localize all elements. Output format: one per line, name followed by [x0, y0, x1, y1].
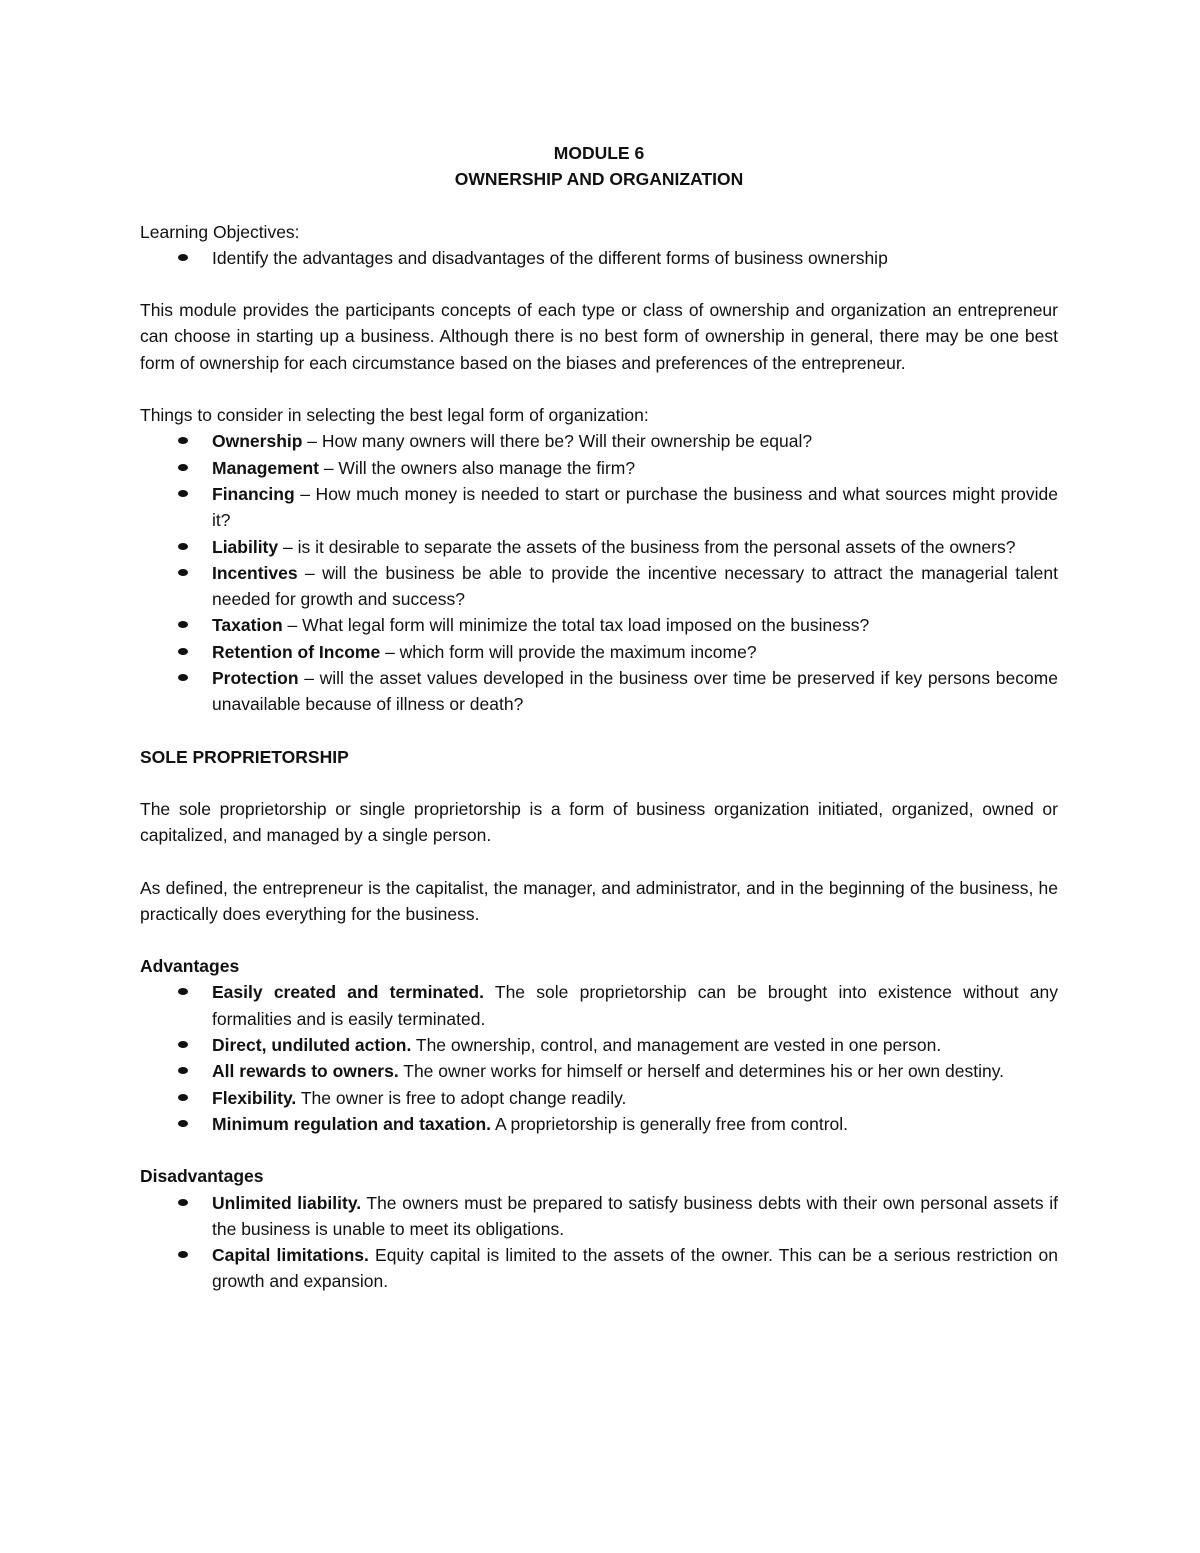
bullet-icon — [178, 1041, 188, 1048]
item-text: The owner works for himself or herself and determines his or her own destiny. — [398, 1061, 1005, 1082]
bullet-icon — [178, 621, 188, 628]
considerations-label: Things to consider in selecting the best legal form of organization: — [140, 405, 649, 426]
list-item — [140, 1111, 1058, 1137]
list-item — [140, 560, 1058, 613]
list-item — [140, 428, 1058, 454]
bullet-icon — [178, 648, 188, 655]
bullet-icon — [178, 1199, 188, 1206]
list-item — [140, 665, 1058, 718]
item-term: Retention of Income — [212, 641, 381, 662]
bullet-icon — [178, 490, 188, 497]
disadvantages-heading: Disadvantages — [140, 1166, 264, 1187]
item-text: – How many owners will there be? Will their ownership be equal? — [302, 431, 813, 452]
list-item — [140, 639, 1058, 665]
advantages-heading: Advantages — [140, 956, 240, 977]
module-title: MODULE 6 — [553, 143, 645, 163]
list-item — [140, 979, 1058, 1032]
bullet-icon — [178, 254, 188, 261]
item-term: Protection — [212, 668, 299, 689]
bullet-icon — [178, 1094, 188, 1101]
title-block — [140, 140, 1058, 193]
item-term: Easily created and terminated. — [212, 982, 484, 1003]
list-item — [140, 612, 1058, 638]
item-term: Unlimited liability. — [212, 1192, 362, 1213]
item-term: Management — [212, 457, 319, 478]
bullet-icon — [178, 988, 188, 995]
item-text: – Will the owners also manage the firm? — [318, 457, 636, 478]
item-term: Capital limitations. — [212, 1245, 369, 1266]
bullet-icon — [178, 1251, 188, 1258]
sole-proprietorship-definition: The sole proprietorship or single proprietorship is a form of business organization initiated, organized, owned or capitalized, and managed by a single person. — [140, 798, 1058, 846]
item-text: – What legal form will minimize the total tax load imposed on the business? — [282, 615, 870, 636]
item-text: A proprietorship is generally free from control. — [491, 1113, 849, 1134]
item-text: Equity capital is limited to the assets of the owner. This can be a serious restriction on growth and expansion. — [212, 1245, 1058, 1292]
item-text: The ownership, control, and management are vested in one person. — [411, 1035, 942, 1056]
bullet-icon — [178, 437, 188, 444]
item-text: – How much money is needed to start or purchase the business and what sources might provide it? — [212, 483, 1058, 531]
item-term: Ownership — [212, 431, 303, 452]
list-item — [140, 1242, 1058, 1295]
item-text: – which form will provide the maximum income? — [380, 641, 757, 662]
item-text: – will the business be able to provide the incentive necessary to attract the managerial talent needed for growth and success? — [212, 562, 1058, 610]
list-item — [140, 534, 1058, 560]
bullet-icon — [178, 1120, 188, 1127]
item-term: Minimum regulation and taxation. — [212, 1113, 492, 1134]
item-text: The sole proprietorship can be brought into existence without any formalities and is easily terminated. — [212, 982, 1058, 1029]
item-term: Incentives — [212, 562, 298, 583]
learning-objectives-list — [140, 245, 1058, 271]
item-term: Direct, undiluted action. — [212, 1035, 412, 1056]
item-term: Taxation — [212, 615, 283, 636]
list-item — [140, 1058, 1058, 1084]
list-item — [140, 455, 1058, 481]
list-item — [140, 1190, 1058, 1243]
list-item — [140, 245, 1058, 271]
item-text: – is it desirable to separate the assets of the business from the personal assets of the owners? — [278, 536, 1016, 557]
bullet-icon — [178, 569, 188, 576]
item-text: The owners must be prepared to satisfy business debts with their own personal assets if the business is unable to meet its obligations. — [212, 1192, 1058, 1239]
item-term: Flexibility. — [212, 1087, 297, 1108]
bullet-icon — [178, 464, 188, 471]
considerations-list — [140, 428, 1058, 717]
bullet-icon — [178, 674, 188, 681]
item-term: Financing — [212, 483, 295, 504]
document-page — [140, 140, 1058, 1321]
advantages-list — [140, 979, 1058, 1137]
objective-text: Identify the advantages and disadvantages of the different forms of business ownership — [212, 247, 888, 268]
item-term: All rewards to owners. — [212, 1061, 399, 1082]
intro-paragraph: This module provides the participants concepts of each type or class of ownership and organization an entrepreneur can choose in starting up a business. Although there is no best form of ownership in general, there may be one best form of ownership for each circumstance based on the biases and preferences of the entrepreneur. — [140, 300, 1058, 373]
bullet-icon — [178, 543, 188, 550]
module-subtitle: OWNERSHIP AND ORGANIZATION — [454, 169, 744, 190]
list-item — [140, 481, 1058, 534]
section-heading-sole-proprietorship: SOLE PROPRIETORSHIP — [140, 746, 349, 767]
item-text: – will the asset values developed in the business over time be preserved if key persons become unavailable because of illness or death? — [212, 668, 1058, 715]
disadvantages-list — [140, 1190, 1058, 1295]
list-item — [140, 1085, 1058, 1111]
sole-proprietorship-description: As defined, the entrepreneur is the capitalist, the manager, and administrator, and in the beginning of the business, he practically does everything for the business. — [140, 877, 1058, 924]
list-item — [140, 1032, 1058, 1058]
learning-objectives-label: Learning Objectives: — [140, 221, 300, 242]
item-text: The owner is free to adopt change readily. — [296, 1087, 627, 1108]
bullet-icon — [178, 1067, 188, 1074]
item-term: Liability — [212, 536, 279, 557]
